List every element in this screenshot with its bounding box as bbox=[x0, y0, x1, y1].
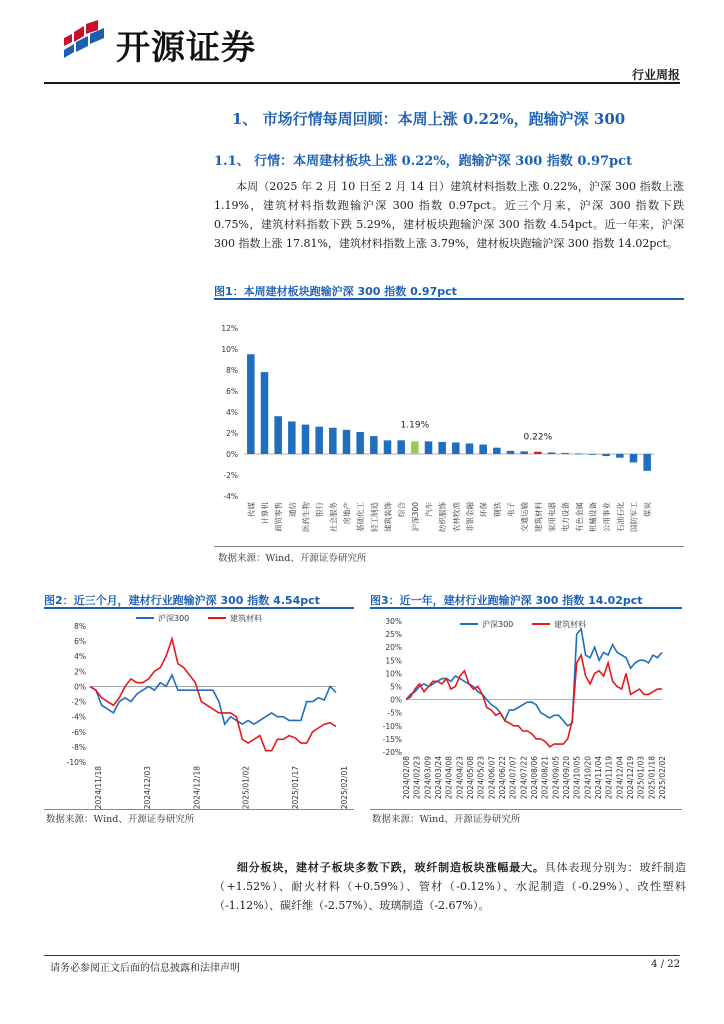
fig3-xtick-label: 2024/04/23 bbox=[455, 756, 465, 800]
fig2-ytick-label: -6% bbox=[71, 727, 86, 737]
fig1-bar bbox=[493, 448, 501, 454]
fig1-bar bbox=[589, 454, 597, 455]
fig2-xtick-label: 2024/11/18 bbox=[94, 766, 103, 810]
fig2-ytick-label: -4% bbox=[71, 712, 86, 722]
fig2-ytick-label: -10% bbox=[66, 758, 86, 767]
fig2-line-chart bbox=[44, 610, 356, 810]
fig1-category-label: 环保 bbox=[479, 502, 489, 517]
fig3-xtick-label: 2024/11/19 bbox=[604, 756, 614, 800]
fig1-category-label: 交通运输 bbox=[520, 502, 530, 532]
page-number: 4 / 22 bbox=[651, 959, 680, 970]
fig3-xtick-label: 2024/10/05 bbox=[572, 756, 582, 800]
fig1-title: 图1：本周建材板块跑输沪深 300 指数 0.97pct bbox=[214, 285, 457, 298]
fig1-category-label: 社会服务 bbox=[328, 502, 338, 532]
fig1-category-label: 房地产 bbox=[342, 502, 352, 525]
report-type: 行业周报 bbox=[631, 68, 680, 82]
fig1-category-label: 综合 bbox=[397, 502, 407, 517]
fig1-bar bbox=[548, 452, 556, 454]
fig3-ytick-label: 30% bbox=[385, 617, 402, 626]
fig2-ytick-label: 0% bbox=[74, 682, 86, 692]
subsection-heading: 1.1、 行情：本周建材板块上涨 0.22%，跑输沪深 300 指数 0.97pct bbox=[214, 154, 633, 169]
fig3-title: 图3：近一年，建材行业跑输沪深 300 指数 14.02pct bbox=[370, 594, 643, 607]
fig3-xtick-label: 2025/02/02 bbox=[658, 756, 667, 800]
fig3-xtick-label: 2024/03/24 bbox=[434, 756, 443, 800]
fig1-category-label: 传媒 bbox=[246, 502, 256, 517]
fig3-xtick-label: 2024/03/09 bbox=[423, 756, 433, 800]
fig1-category-label: 通信 bbox=[287, 502, 297, 517]
fig1-ytick-label: 8% bbox=[226, 366, 238, 375]
fig3-xtick-label: 2024/11/04 bbox=[594, 756, 603, 800]
fig3-legend-label: 建筑材料 bbox=[554, 620, 586, 629]
fig1-category-label: 汽车 bbox=[424, 502, 434, 517]
subsector-details: 具体表现分别为：玻纤制造（+1.52%）、耐火材料（+0.59%）、管材（-0.12%）、水泥制造（-0.29%）、改性塑料（-1.12%）、碳纤维（-2.57%）、玻璃制造（-2.67%）。 bbox=[214, 861, 687, 912]
fig3-xtick-label: 2024/08/06 bbox=[530, 756, 539, 800]
fig2-legend-label: 建筑材料 bbox=[230, 614, 262, 623]
fig1-bar bbox=[384, 440, 392, 454]
fig1-ytick-label: 10% bbox=[221, 345, 238, 354]
fig1-category-label: 基础化工 bbox=[356, 502, 366, 532]
fig1-bar bbox=[534, 452, 542, 454]
fig1-bar bbox=[643, 454, 651, 471]
fig1-category-label: 非银金融 bbox=[465, 502, 475, 532]
fig1-bar-chart bbox=[214, 316, 684, 544]
fig3-bottom-rule bbox=[370, 809, 682, 810]
fig3-xtick-label: 2024/12/19 bbox=[626, 756, 635, 800]
fig2-ytick-label: -8% bbox=[71, 742, 86, 752]
fig3-rule bbox=[370, 607, 682, 609]
fig3-source: 数据来源：Wind、开源证券研究所 bbox=[372, 814, 521, 825]
fig2-xtick-label: 2024/12/03 bbox=[143, 766, 153, 810]
fig2-xtick-label: 2024/12/18 bbox=[192, 766, 202, 810]
fig2-rule bbox=[44, 607, 354, 609]
fig1-category-label: 国防军工 bbox=[629, 502, 639, 532]
fig1-category-label: 电力设备 bbox=[561, 502, 571, 532]
fig1-category-label: 钢铁 bbox=[492, 502, 502, 517]
logo-text: 开源证券 bbox=[116, 28, 256, 68]
fig2-title: 图2：近三个月，建材行业跑输沪深 300 指数 4.54pct bbox=[44, 594, 320, 607]
fig1-category-label: 轻工制造 bbox=[369, 502, 379, 532]
fig1-bar bbox=[329, 428, 337, 454]
fig1-category-label: 家用电器 bbox=[547, 502, 557, 532]
fig1-category-label: 沪深300 bbox=[410, 502, 420, 532]
fig1-source: 数据来源：Wind、开源证券研究所 bbox=[218, 553, 367, 564]
fig1-bar bbox=[343, 430, 351, 454]
fig3-series-line bbox=[406, 629, 662, 726]
fig1-category-label: 银行 bbox=[315, 502, 325, 517]
fig2-bottom-rule bbox=[44, 809, 354, 810]
subsector-paragraph bbox=[214, 858, 686, 915]
fig3-xtick-label: 2024/10/20 bbox=[583, 756, 593, 800]
fig1-bar bbox=[561, 453, 569, 454]
footer-divider bbox=[44, 955, 680, 956]
fig1-bar bbox=[479, 445, 487, 454]
fig1-bar bbox=[302, 425, 310, 454]
fig1-category-label: 农林牧渔 bbox=[451, 502, 461, 532]
fig1-category-label: 纺织服饰 bbox=[438, 502, 448, 532]
subsector-summary: 细分板块，建材子板块多数下跌，玻纤制造板块涨幅最大。 bbox=[236, 861, 545, 874]
fig1-ytick-label: 6% bbox=[226, 387, 238, 396]
fig3-ytick-label: 25% bbox=[385, 630, 402, 640]
fig3-xtick-label: 2024/09/05 bbox=[551, 756, 561, 800]
section-heading: 1、 市场行情每周回顾：本周上涨 0.22%，跑输沪深 300 bbox=[232, 110, 626, 128]
fig2-ytick-label: 6% bbox=[74, 637, 86, 647]
fig3-ytick-label: 5% bbox=[390, 682, 402, 692]
fig1-bottom-rule bbox=[214, 546, 684, 547]
fig1-bar bbox=[438, 442, 446, 454]
fig3-xtick-label: 2024/07/07 bbox=[508, 756, 518, 800]
fig1-bar bbox=[247, 354, 255, 454]
fig3-xtick-label: 2024/07/22 bbox=[519, 756, 529, 800]
fig3-ytick-label: -15% bbox=[382, 734, 402, 744]
fig1-ytick-label: -2% bbox=[223, 471, 238, 480]
fig1-category-label: 医药生物 bbox=[301, 502, 311, 532]
fig1-category-label: 有色金属 bbox=[574, 502, 584, 532]
fig3-ytick-label: -5% bbox=[387, 708, 402, 718]
fig1-bar bbox=[288, 421, 296, 454]
fig1-category-label: 机械设备 bbox=[588, 502, 598, 532]
fig1-rule bbox=[214, 298, 684, 300]
fig1-category-label: 商贸零售 bbox=[274, 502, 284, 532]
fig3-ytick-label: 20% bbox=[385, 643, 402, 653]
fig2-series-line bbox=[90, 675, 336, 724]
fig2-ytick-label: 4% bbox=[74, 652, 86, 662]
fig3-xtick-label: 2024/09/20 bbox=[562, 756, 571, 800]
fig3-xtick-label: 2024/05/08 bbox=[466, 756, 475, 800]
logo-icon bbox=[60, 20, 110, 64]
fig3-ytick-label: -10% bbox=[382, 721, 402, 731]
fig1-category-label: 计算机 bbox=[260, 502, 270, 525]
fig2-ytick-label: -2% bbox=[71, 697, 86, 707]
fig2-xtick-label: 2025/01/17 bbox=[290, 766, 300, 810]
market-review-paragraph: 本周（2025 年 2 月 10 日至 2 月 14 日）建筑材料指数上涨 0.22%，沪深 300 指数上涨 1.19%，建筑材料指数跑输沪深 300 指数 0.97pct。近三个月来，沪深 300 指数下跌 0.75%，建筑材料指数下跌 5.29%，建材板块跑输沪深 300 指数 4.54pct。近一年来，沪深 300 指数上涨 17.81%，建筑材料指数上涨 3.79%，建材板块跑输沪深 300 指数 14.02pct。 bbox=[214, 180, 684, 250]
fig1-bar bbox=[602, 454, 610, 456]
fig1-bar bbox=[466, 444, 474, 455]
fig3-xtick-label: 2024/06/07 bbox=[487, 756, 497, 800]
fig1-ytick-label: -4% bbox=[223, 492, 238, 501]
fig3-line-chart bbox=[370, 610, 684, 810]
fig3-xtick-label: 2024/08/21 bbox=[540, 756, 550, 800]
fig1-bar bbox=[411, 442, 419, 454]
fig3-xtick-label: 2024/06/22 bbox=[498, 756, 507, 800]
fig1-ytick-label: 4% bbox=[226, 408, 238, 417]
fig3-xtick-label: 2024/02/23 bbox=[412, 756, 422, 800]
fig1-category-label: 石油石化 bbox=[615, 502, 625, 532]
fig1-bar bbox=[370, 436, 378, 454]
fig3-ytick-label: 0% bbox=[390, 695, 402, 705]
fig1-bar bbox=[425, 441, 433, 454]
fig1-bar bbox=[315, 427, 323, 454]
fig2-xtick-label: 2025/02/01 bbox=[340, 766, 349, 810]
fig3-xtick-label: 2025/01/18 bbox=[647, 756, 657, 800]
fig1-category-label: 电子 bbox=[506, 502, 516, 517]
footer-disclaimer: 请务必参阅正文后面的信息披露和法律声明 bbox=[50, 963, 240, 974]
fig2-ytick-label: 8% bbox=[74, 622, 86, 631]
fig2-ytick-label: 2% bbox=[74, 667, 86, 677]
fig3-xtick-label: 2024/12/04 bbox=[615, 756, 625, 800]
fig3-legend-label: 沪深300 bbox=[482, 620, 514, 629]
fig1-category-label: 建筑装饰 bbox=[383, 502, 393, 532]
fig1-bar bbox=[507, 451, 515, 454]
fig3-xtick-label: 2024/02/08 bbox=[402, 756, 411, 800]
header-divider bbox=[44, 82, 680, 84]
fig3-ytick-label: -20% bbox=[382, 748, 402, 757]
fig3-xtick-label: 2025/01/03 bbox=[636, 756, 646, 800]
fig1-bar bbox=[616, 454, 624, 458]
fig1-ytick-label: 2% bbox=[226, 429, 238, 438]
fig3-xtick-label: 2024/04/08 bbox=[444, 756, 454, 800]
fig2-xtick-label: 2025/01/02 bbox=[241, 766, 251, 810]
fig2-series-line bbox=[90, 639, 336, 751]
fig1-bar bbox=[274, 416, 282, 454]
fig1-bar bbox=[452, 442, 460, 454]
fig1-data-label: 1.19% bbox=[400, 420, 430, 431]
fig1-bar bbox=[630, 454, 638, 462]
fig3-ytick-label: 10% bbox=[385, 669, 402, 679]
fig1-category-label: 建筑材料 bbox=[533, 502, 543, 532]
fig1-bar bbox=[261, 372, 269, 454]
fig1-data-label: 0.22% bbox=[523, 432, 553, 443]
fig2-legend-label: 沪深300 bbox=[158, 614, 190, 623]
fig1-ytick-label: 0% bbox=[226, 450, 238, 459]
fig1-bar bbox=[356, 432, 364, 454]
fig1-category-label: 煤炭 bbox=[643, 502, 653, 517]
fig1-category-label: 公用事业 bbox=[602, 502, 612, 532]
fig1-bar bbox=[575, 453, 583, 454]
fig3-series-line bbox=[406, 655, 662, 747]
fig2-source: 数据来源：Wind、开源证券研究所 bbox=[46, 814, 195, 825]
fig3-ytick-label: 15% bbox=[385, 656, 402, 666]
fig3-xtick-label: 2024/05/23 bbox=[476, 756, 486, 800]
fig1-bar bbox=[520, 451, 528, 454]
fig1-ytick-label: 12% bbox=[221, 324, 238, 333]
fig1-bar bbox=[397, 440, 405, 454]
